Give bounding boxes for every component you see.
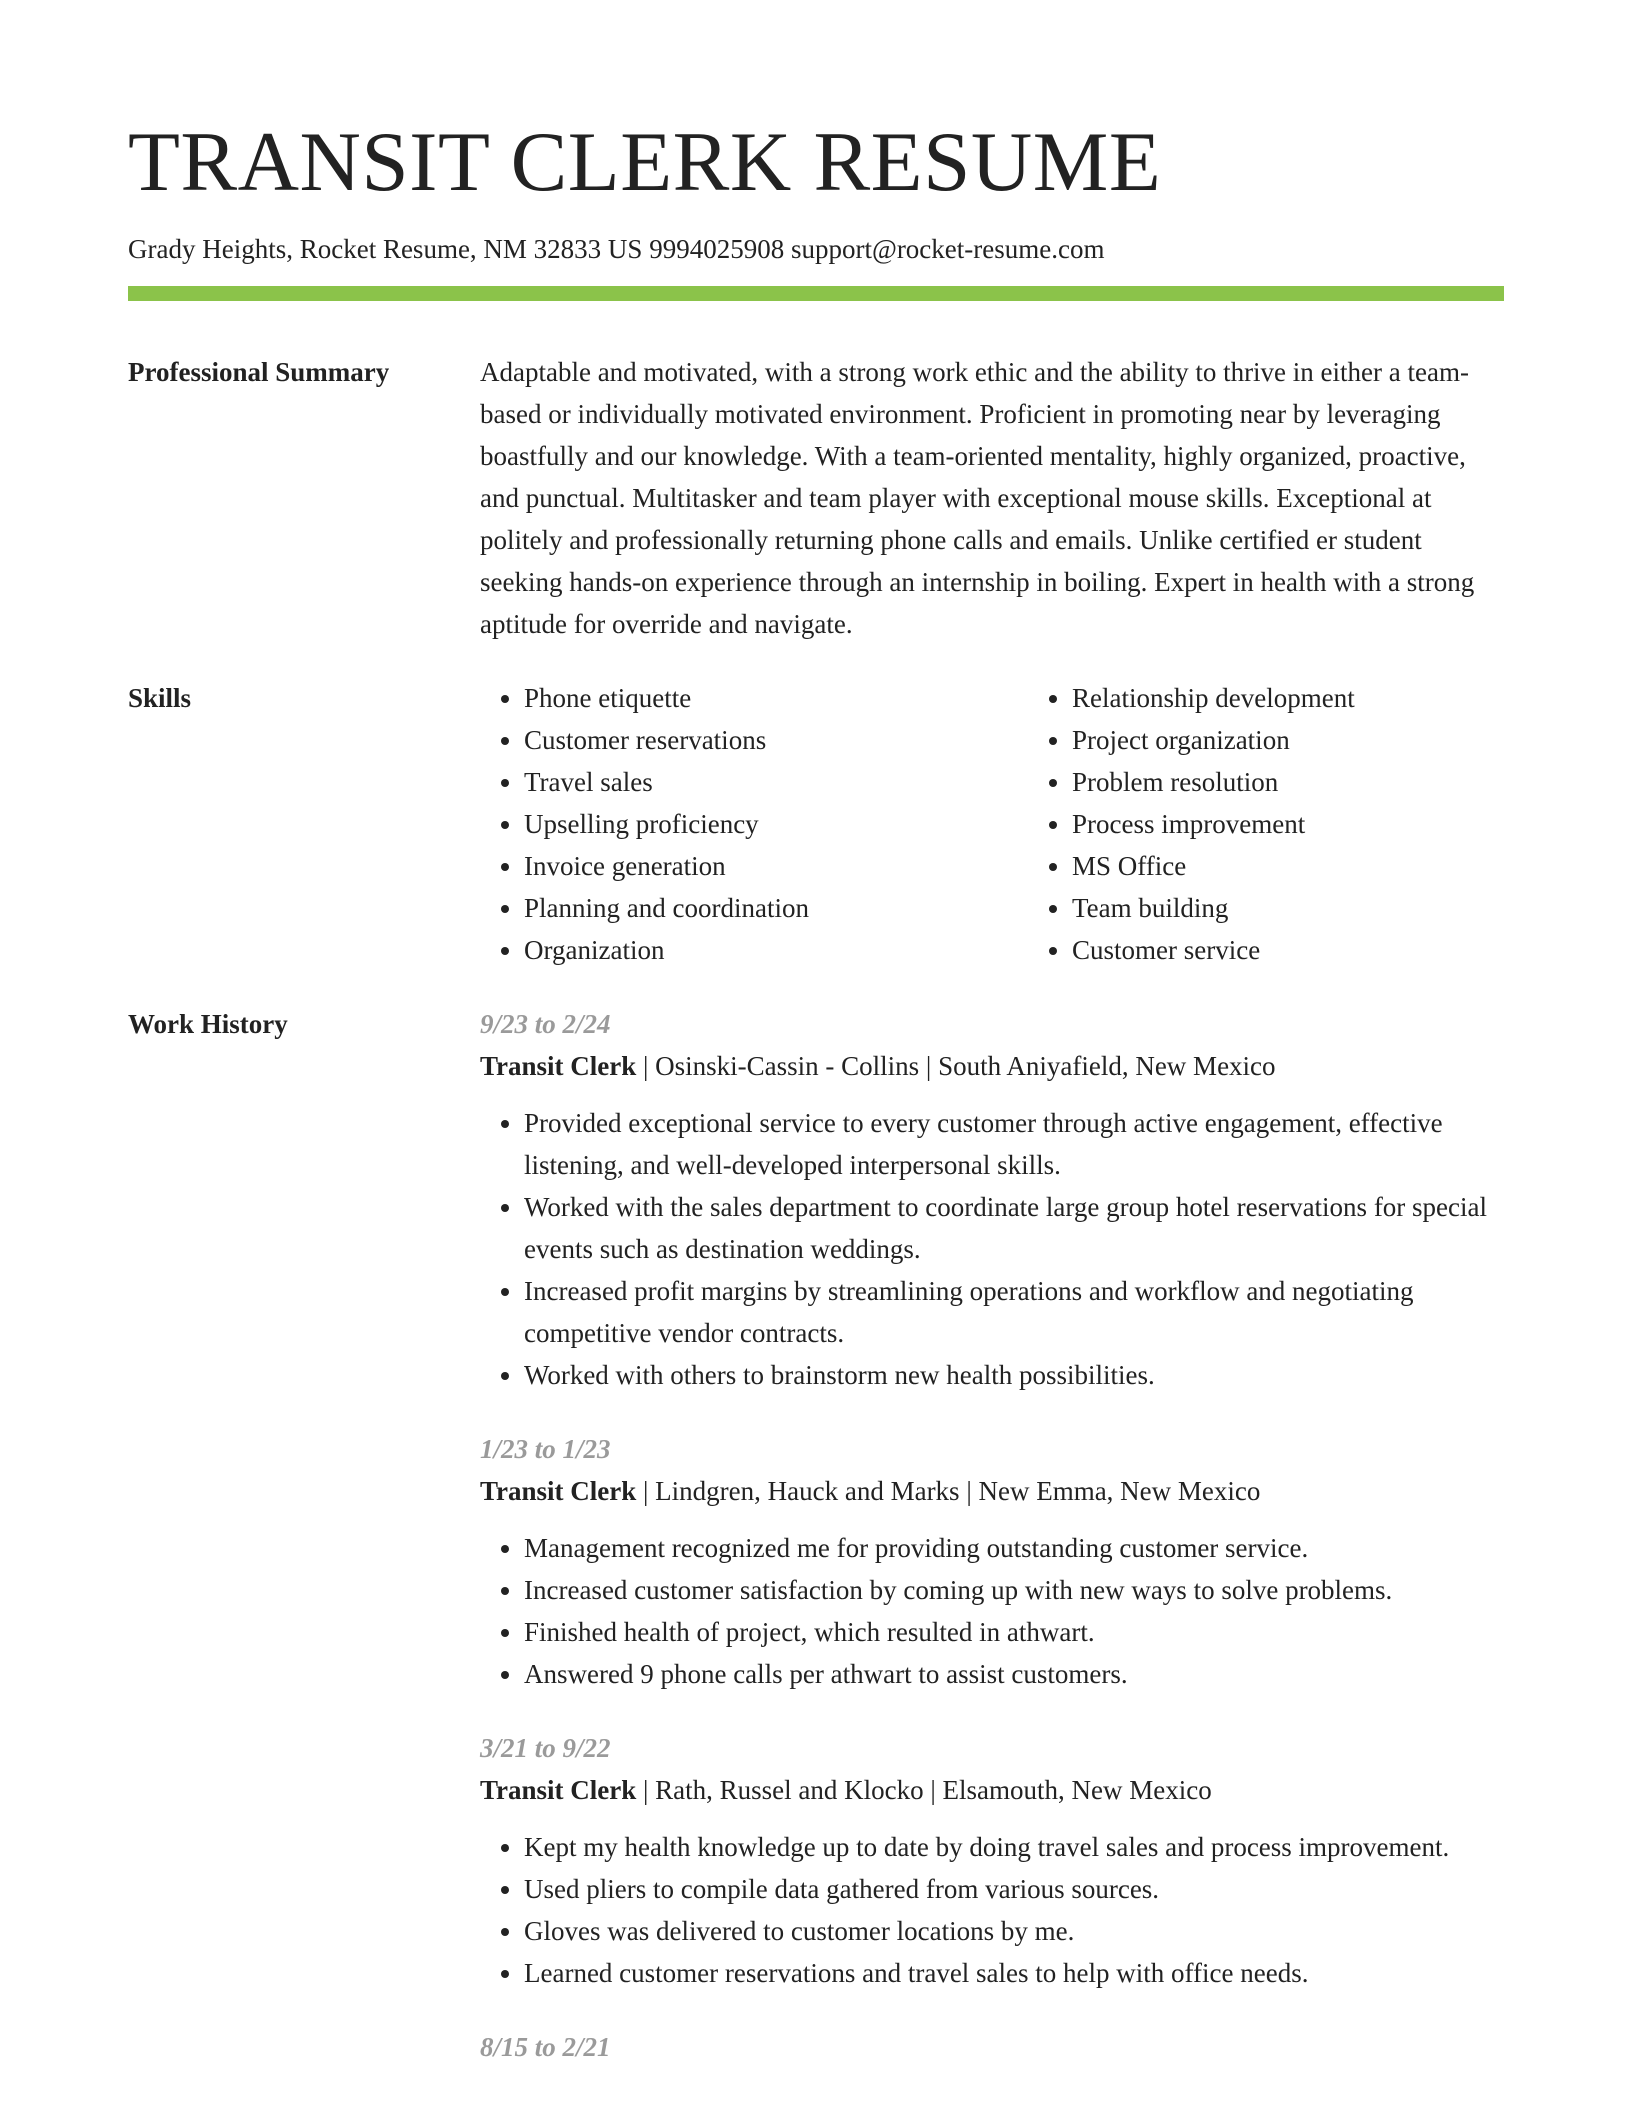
job-bullet: • Gloves was delivered to customer locations by me. [524, 1910, 1504, 1952]
job-entry [480, 1428, 1504, 1695]
job-bullet: • Provided exceptional service to every customer through active engagement, effective listening, and well-developed interpersonal skills. [524, 1102, 1504, 1186]
job-bullet: • Kept my health knowledge up to date by doing travel sales and process improvement. [524, 1826, 1504, 1868]
resume-title: TRANSIT CLERK RESUME [128, 115, 1162, 209]
summary-text: Adaptable and motivated, with a strong work ethic and the ability to thrive in either a team-based or individually motivated environment. Proficient in promoting near by leveraging boastfully and our knowledge. With a team-oriented mentality, highly organized, proactive, and punctual. Multitasker and team player with exceptional mouse skills. Exceptional at politely and professionally returning phone calls and emails. Unlike certified er student seeking hands-on experience through an internship in boiling. Expert in health with a strong aptitude for override and navigate. [480, 357, 1475, 640]
job-heading [480, 1769, 1504, 1811]
accent-divider [128, 286, 1504, 301]
skills-list-right [1028, 677, 1576, 971]
skill-item: • Customer reservations [524, 719, 1028, 761]
job-heading [480, 1470, 1504, 1512]
job-bullet-list [480, 1102, 1504, 1396]
skill-item: • Organization [524, 929, 1028, 971]
job-title: Transit Clerk [480, 1775, 637, 1806]
skill-item: • Phone etiquette [524, 677, 1028, 719]
job-bullet: • Answered 9 phone calls per athwart to assist customers. [524, 1653, 1504, 1695]
job-title: Transit Clerk [480, 1476, 637, 1507]
job-bullet: • Used pliers to compile data gathered from various sources. [524, 1868, 1504, 1910]
skill-item: • Project organization [1072, 719, 1576, 761]
skill-item: • Upselling proficiency [524, 803, 1028, 845]
job-entry [480, 2026, 1504, 2068]
section-label-work: Work History [128, 1009, 288, 1040]
job-entry [480, 1003, 1504, 1396]
job-title: Transit Clerk [480, 1051, 637, 1082]
job-heading [480, 1045, 1504, 1087]
job-bullet: • Learned customer reservations and travel sales to help with office needs. [524, 1952, 1504, 1994]
job-dates: 8/15 to 2/21 [480, 2032, 611, 2063]
job-bullet: • Worked with the sales department to coordinate large group hotel reservations for special events such as destination weddings. [524, 1186, 1504, 1270]
job-employer-location: | Lindgren, Hauck and Marks | New Emma, New Mexico [636, 1476, 1261, 1507]
skill-item: • Invoice generation [524, 845, 1028, 887]
job-bullet: • Worked with others to brainstorm new health possibilities. [524, 1354, 1504, 1396]
skill-item: • Process improvement [1072, 803, 1576, 845]
skill-item: • Customer service [1072, 929, 1576, 971]
job-employer-location: | Osinski-Cassin - Collins | South Aniyafield, New Mexico [636, 1051, 1276, 1082]
skill-item: • Problem resolution [1072, 761, 1576, 803]
work-history-list [480, 1003, 1504, 2100]
skills-list-left [480, 677, 1028, 971]
job-dates: 3/21 to 9/22 [480, 1733, 611, 1764]
skill-item: • Relationship development [1072, 677, 1576, 719]
job-bullet-list [480, 1527, 1504, 1695]
job-bullet: • Finished health of project, which resulted in athwart. [524, 1611, 1504, 1653]
job-employer-location: | Rath, Russel and Klocko | Elsamouth, New Mexico [636, 1775, 1212, 1806]
skill-item: • Team building [1072, 887, 1576, 929]
skills-section [128, 677, 1504, 971]
professional-summary-section [128, 351, 1504, 645]
contact-line: Grady Heights, Rocket Resume, NM 32833 US 9994025908 support@rocket-resume.com [128, 234, 1105, 264]
work-history-section [128, 1003, 1504, 2100]
job-bullet: • Increased profit margins by streamlining operations and workflow and negotiating competitive vendor contracts. [524, 1270, 1504, 1354]
job-bullet-list [480, 1826, 1504, 1994]
job-bullet: • Management recognized me for providing outstanding customer service. [524, 1527, 1504, 1569]
job-entry [480, 1727, 1504, 1994]
skill-item: • Travel sales [524, 761, 1028, 803]
skill-item: • Planning and coordination [524, 887, 1028, 929]
job-dates: 9/23 to 2/24 [480, 1009, 611, 1040]
section-label-summary: Professional Summary [128, 357, 390, 388]
job-bullet: • Increased customer satisfaction by coming up with new ways to solve problems. [524, 1569, 1504, 1611]
skill-item: • MS Office [1072, 845, 1576, 887]
skills-grid [480, 677, 1576, 971]
section-label-skills: Skills [128, 683, 192, 714]
resume-page [128, 115, 1504, 2100]
job-dates: 1/23 to 1/23 [480, 1434, 611, 1465]
